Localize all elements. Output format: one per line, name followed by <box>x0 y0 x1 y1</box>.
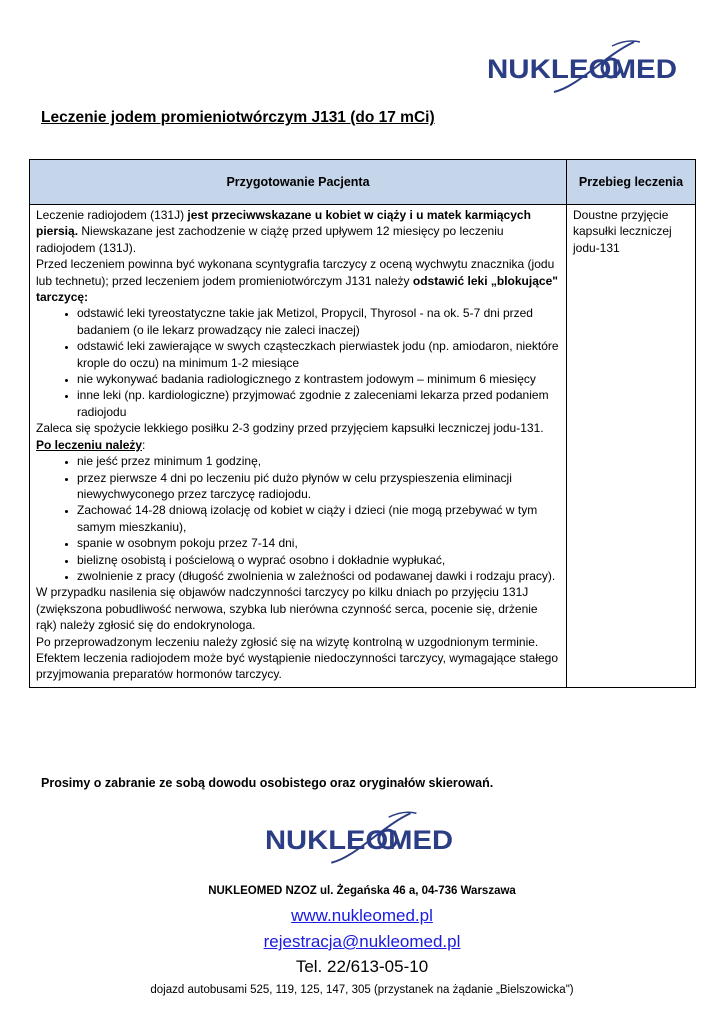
website-link[interactable]: www.nukleomed.pl <box>291 906 433 925</box>
followup-paragraph: Po przeprowadzonym leczeniu należy zgłosić się na wizytę kontrolną w uzgodnionym terminie. Efektem leczenia radiojodem może być wystąpienie niedoczynności tarczycy, wymagające stałego przyjmowania preparatów hormonów tarczycy. <box>36 634 559 682</box>
list-item: • spanie w osobnym pokoju przez 7-14 dni, <box>77 535 560 551</box>
col-header-course: Przebieg leczenia <box>567 160 696 205</box>
list-item: • nie wykonywać badania radiologicznego z kontrastem jodowym – minimum 6 miesięcy <box>77 371 560 387</box>
documents-note: Prosimy o zabranie ze sobą dowodu osobistego oraz oryginałów skierowań. <box>41 776 494 790</box>
svg-text:NUKLEOMED: NUKLEOMED <box>264 824 454 855</box>
hyperthyroid-paragraph: W przypadku nasilenia się objawów nadczynności tarczycy po kilku dniach po przyjęciu 131J (zwiększona pobudliwość nerwowa, szybka lub nierówna czynność serca, pocenie się, drżenie rąk) należy zgłosić się do endokrynologa. <box>36 585 538 633</box>
list-item: • inne leki (np. kardiologiczne) przyjmować zgodnie z zaleceniami lekarza przed podaniem radiojodu <box>77 387 560 420</box>
list-item: • nie jeść przez minimum 1 godzinę, <box>77 453 560 469</box>
meal-paragraph: Zaleca się spożycie lekkiego posiłku 2-3 godziny przed przyjęciem kapsułki leczniczej jodu-131. <box>36 421 544 436</box>
preparation-cell <box>30 205 567 688</box>
page-title: Leczenie jodem promieniotwórczym J131 (do 17 mCi) <box>41 109 435 126</box>
list-item: • bieliznę osobistą i pościelową o wyprać osobno i dokładnie wypłukać, <box>77 552 560 568</box>
intro-paragraph: Leczenie radiojodem (131J) jest przeciwwskazane u kobiet w ciąży i u matek karmiących piersią. Niewskazane jest zachodzenie w ciążę przed upływem 12 miesięcy po leczeniu radiojodem (131J). <box>36 208 531 255</box>
scintigraphy-paragraph: Przed leczeniem powinna być wykonana scyntygrafia tarczycy z oceną wychwytu znacznika (jodu lub technetu); przed leczeniem jodem promieniotwórczym J131 należy odstawić leki „blokujące" tarczycę: <box>36 257 558 305</box>
phone-number: Tel. 22/613-05-10 <box>295 957 429 976</box>
svg-text:NUKLEOMED: NUKLEOMED <box>487 54 677 84</box>
list-item: • Zachować 14-28 dniową izolację od kobiet w ciąży i dzieci (nie mogą przebywać w tym samym mieszkaniu), <box>77 502 560 535</box>
col-header-preparation: Przygotowanie Pacjenta <box>30 160 567 205</box>
after-treatment-heading: Po leczeniu należy: <box>36 437 146 452</box>
after-treatment-list <box>36 453 560 584</box>
list-item: • przez pierwsze 4 dni po leczeniu pić dużo płynów w celu przyspieszenia eliminacji niewychwyconego przez tarczycę radiojodu. <box>77 470 560 503</box>
email-link[interactable]: rejestracja@nukleomed.pl <box>263 932 461 951</box>
list-item: • odstawić leki tyreostatyczne takie jak Metizol, Propycil, Thyrosol - na ok. 5-7 dni przed badaniem (o ile lekarz prowadzący nie zaleci inaczej) <box>77 305 560 338</box>
bus-directions: dojazd autobusami 525, 119, 125, 147, 305 (przystanek na żądanie „Bielszowicka") <box>150 984 574 996</box>
treatment-table <box>29 159 696 688</box>
course-cell: Doustne przyjęcie kapsułki leczniczej jodu-131 <box>567 205 696 688</box>
clinic-address: NUKLEOMED NZOZ ul. Żegańska 46 a, 04-736 Warszawa <box>208 885 516 897</box>
nukleomed-logo-top <box>484 36 680 98</box>
list-item: • zwolnienie z pracy (długość zwolnienia w zależności od podawanej dawki i rodzaju pracy). <box>77 568 560 584</box>
list-item: • odstawić leki zawierające w swych cząsteczkach pierwiastek jodu (np. amiodaron, niektóre krople do oczu) na minimum 1-2 miesiące <box>77 338 560 371</box>
nukleomed-logo-bottom <box>262 806 456 870</box>
medication-list <box>36 305 560 420</box>
